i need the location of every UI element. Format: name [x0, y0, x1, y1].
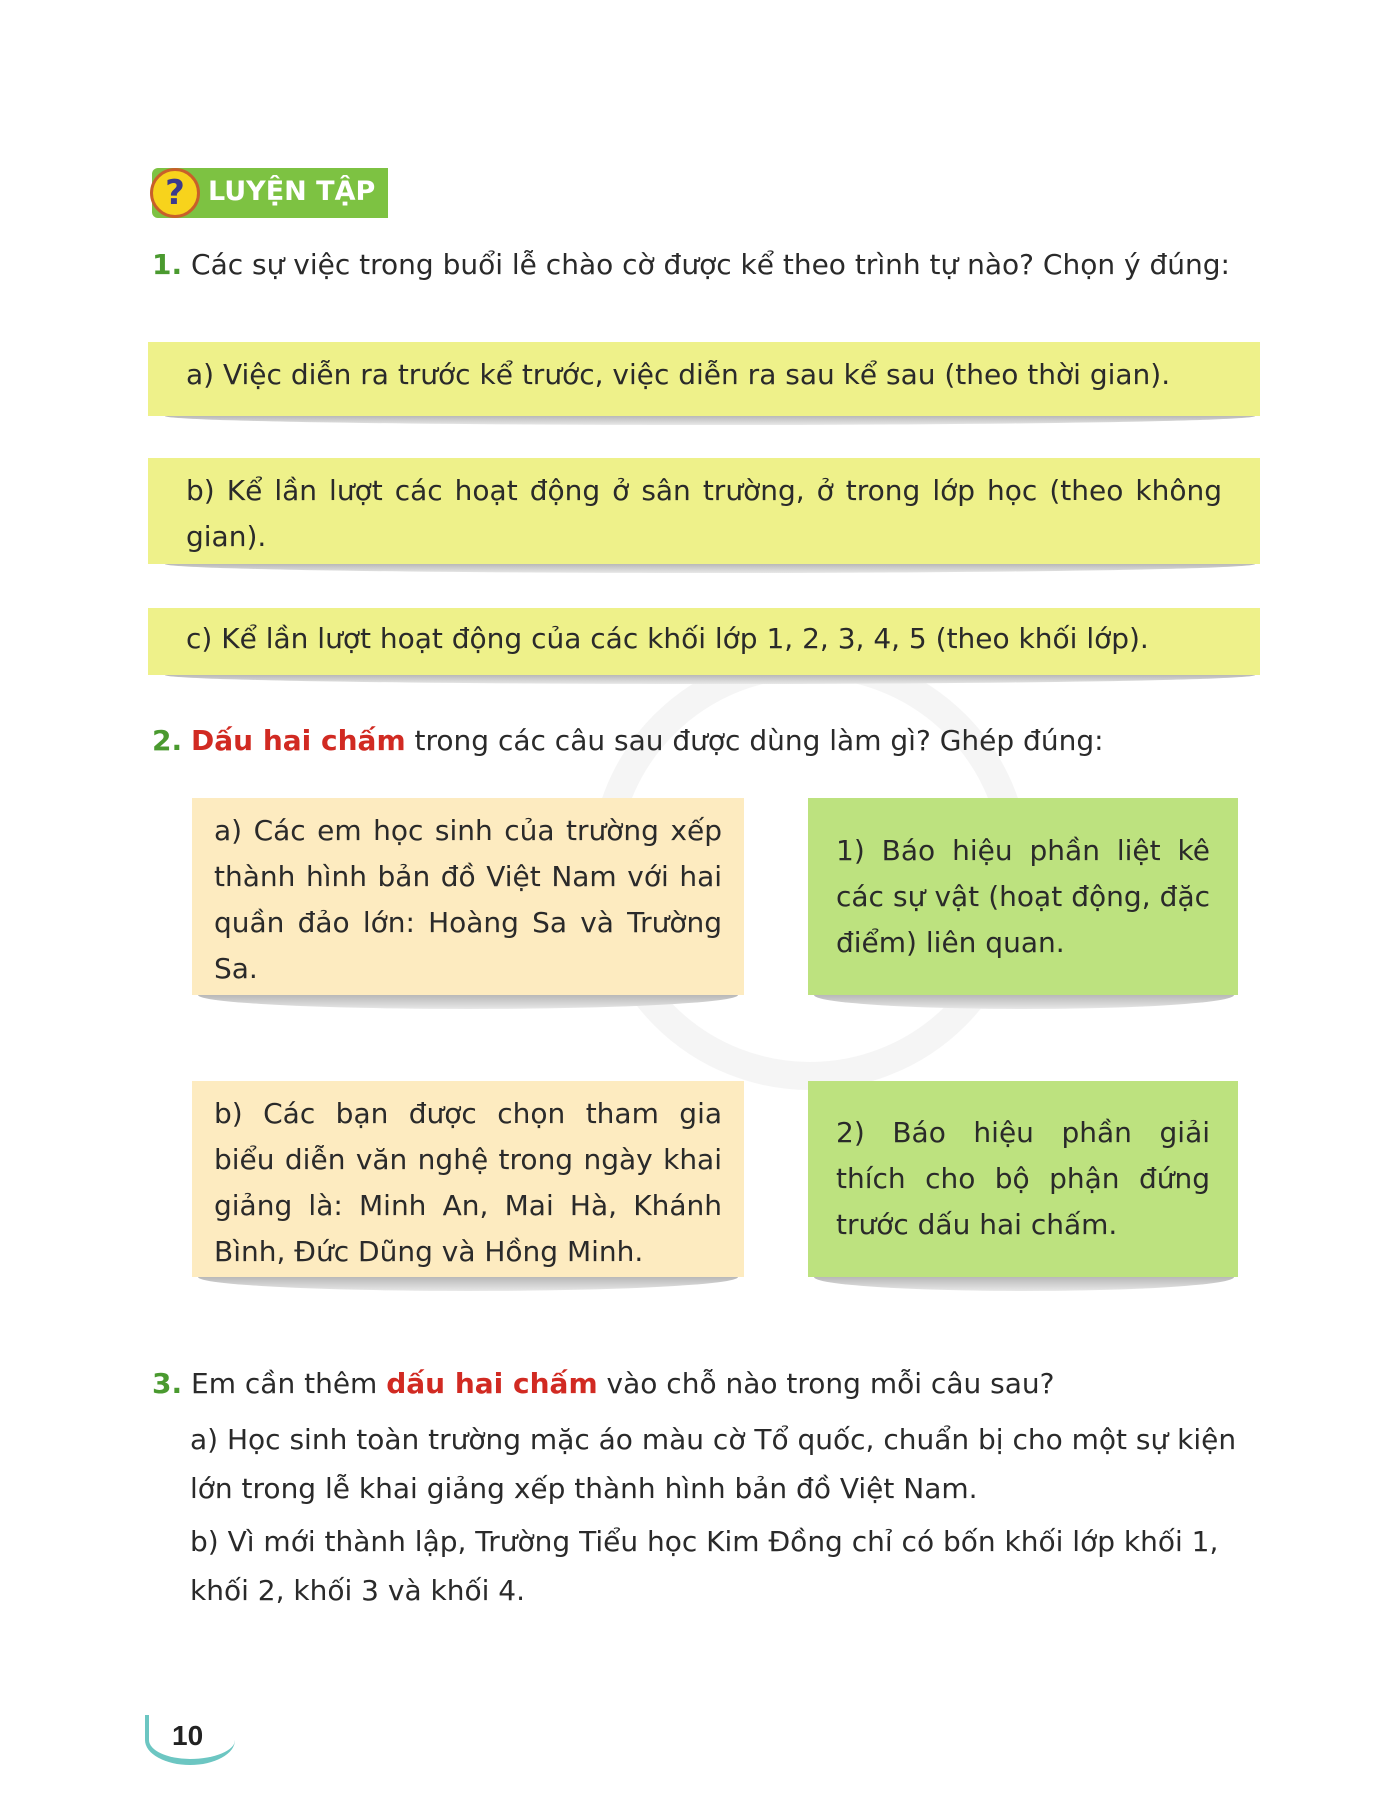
shadow [198, 1277, 738, 1291]
shadow [165, 675, 1255, 684]
match-right-2[interactable]: 2) Báo hiệu phần giải thích cho bộ phận đứng trước dấu hai chấm. [808, 1081, 1238, 1277]
question-3-item-b: b) Vì mới thành lập, Trường Tiểu học Kim Đồng chỉ có bốn khối lớp khối 1, khối 2, khối 3 và khối 4. [190, 1525, 1219, 1607]
question-2: 2. Dấu hai chấm trong các câu sau được dùng làm gì? Ghép đúng: [152, 724, 1104, 757]
shadow [165, 564, 1255, 573]
question-icon: ? [150, 168, 200, 218]
option-a[interactable]: a) Việc diễn ra trước kể trước, việc diễn ra sau kể sau (theo thời gian). [148, 342, 1260, 416]
question-3-item-a: a) Học sinh toàn trường mặc áo màu cờ Tổ quốc, chuẩn bị cho một sự kiện lớn trong lễ khai giảng xếp thành hình bản đồ Việt Nam. [190, 1423, 1237, 1505]
option-b[interactable]: b) Kể lần lượt các hoạt động ở sân trường, ở trong lớp học (theo không gian). [148, 458, 1260, 564]
option-c[interactable]: c) Kể lần lượt hoạt động của các khối lớp 1, 2, 3, 4, 5 (theo khối lớp). [148, 608, 1260, 675]
match-left-a[interactable]: a) Các em học sinh của trường xếp thành hình bản đồ Việt Nam với hai quần đảo lớn: Hoàng Sa và Trường Sa. [192, 798, 744, 995]
shadow [814, 1277, 1234, 1291]
match-right-1[interactable]: 1) Báo hiệu phần liệt kê các sự vật (hoạt động, đặc điểm) liên quan. [808, 798, 1238, 995]
shadow [165, 416, 1255, 425]
page-number: 10 [172, 1720, 204, 1751]
question-3: 3. Em cần thêm dấu hai chấm vào chỗ nào trong mỗi câu sau? [152, 1367, 1055, 1400]
match-left-b[interactable]: b) Các bạn được chọn tham gia biểu diễn văn nghệ trong ngày khai giảng là: Minh An, Mai Hà, Khánh Bình, Đức Dũng và Hồng Minh. [192, 1081, 744, 1277]
question-1: 1. Các sự việc trong buổi lễ chào cờ được kể theo trình tự nào? Chọn ý đúng: [152, 248, 1230, 281]
section-title: LUYỆN TẬP [208, 176, 376, 207]
